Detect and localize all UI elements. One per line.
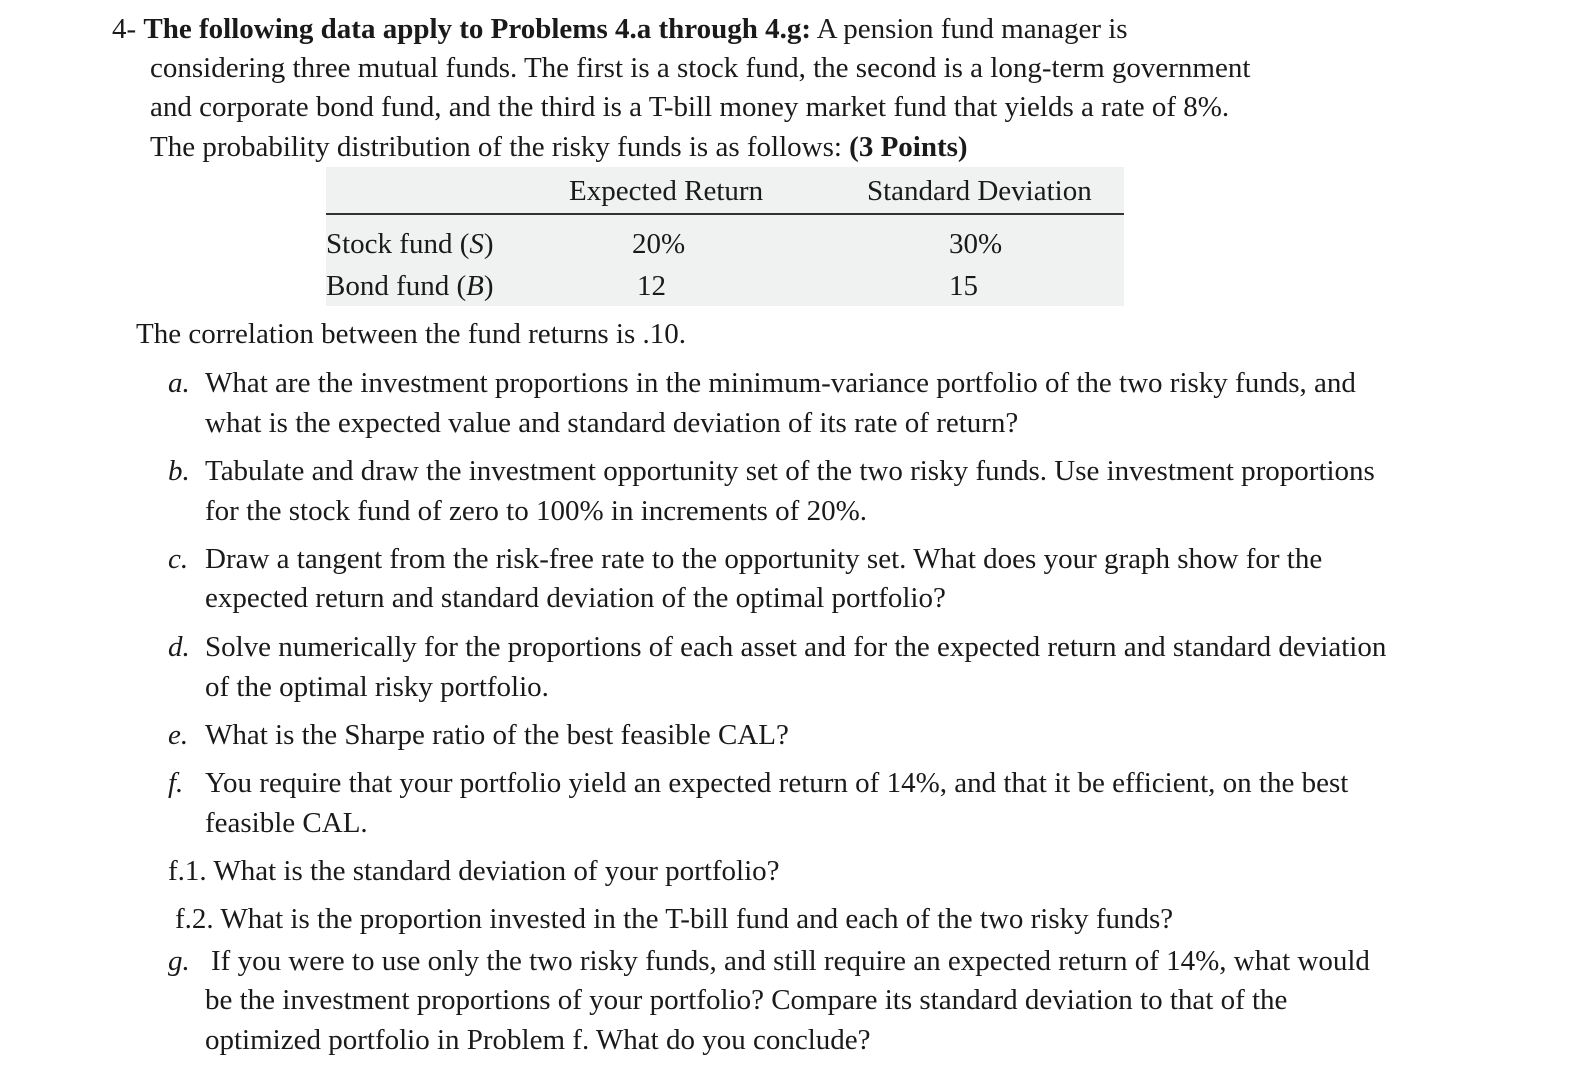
question-c-line-2: expected return and standard deviation of the optimal portfolio? — [205, 582, 946, 614]
problem-intro-bold: The following data apply to Problems 4.a through 4.g: — [143, 13, 812, 45]
question-g-line-2: be the investment proportions of your portfolio? Compare its standard deviation to that of the — [205, 984, 1288, 1016]
row-stock-std-dev: 30% — [949, 228, 1003, 260]
row-stock-label — [326, 224, 494, 264]
header-expected-return: Expected Return — [569, 175, 764, 207]
points-label: (3 Points) — [849, 131, 968, 163]
question-f-line-1: You require that your portfolio yield an expected return of 14%, and that it be efficient, on the best — [205, 767, 1349, 799]
question-f-line-2: feasible CAL. — [205, 807, 368, 839]
fund-data-table — [326, 167, 1124, 306]
question-a-line-1: What are the investment proportions in the minimum-variance portfolio of the two risky funds, and — [205, 367, 1356, 399]
problem-intro-line-3: and corporate bond fund, and the third is a T-bill money market fund that yields a rate of 8%. — [150, 91, 1230, 123]
question-b-line-1: Tabulate and draw the investment opportunity set of the two risky funds. Use investment proportions — [205, 455, 1375, 487]
question-g-letter: g. — [168, 945, 190, 977]
row-stock-label-text: Stock fund ( — [326, 228, 470, 260]
question-d-line-2: of the optimal risky portfolio. — [205, 671, 549, 703]
question-b-letter: b. — [168, 455, 190, 487]
question-c-letter: c. — [168, 543, 189, 575]
question-f1: f.1. What is the standard deviation of your portfolio? — [168, 855, 780, 887]
question-b-line-2: for the stock fund of zero to 100% in increments of 20%. — [205, 495, 867, 527]
correlation-text: The correlation between the fund returns is .10. — [136, 318, 687, 350]
row-bond-expected-return: 12 — [637, 270, 666, 302]
row-bond-std-dev: 15 — [949, 270, 978, 302]
question-c-line-1: Draw a tangent from the risk-free rate to the opportunity set. What does your graph show for the — [205, 543, 1323, 575]
question-d-letter: d. — [168, 631, 190, 663]
question-a-letter: a. — [168, 367, 190, 399]
question-g-line-1: If you were to use only the two risky funds, and still require an expected return of 14%, what would — [211, 945, 1370, 977]
problem-intro-line-4-text: The probability distribution of the risky funds is as follows: — [150, 131, 850, 163]
row-bond-symbol: B — [466, 270, 484, 302]
question-f2: f.2. What is the proportion invested in the T-bill fund and each of the two risky funds? — [175, 903, 1174, 935]
question-f-letter: f. — [168, 767, 184, 799]
problem-number: 4- — [112, 13, 137, 45]
question-g-line-3: optimized portfolio in Problem f. What do you conclude? — [205, 1024, 871, 1056]
header-standard-deviation: Standard Deviation — [867, 175, 1092, 207]
problem-intro-line-4 — [150, 127, 968, 167]
question-e-letter: e. — [168, 719, 189, 751]
table-header-row — [326, 167, 1124, 215]
row-bond-label-text: Bond fund ( — [326, 270, 467, 302]
question-e-line-1: What is the Sharpe ratio of the best feasible CAL? — [205, 719, 789, 751]
row-bond-label — [326, 266, 494, 306]
row-stock-label-end: ) — [483, 228, 494, 260]
problem-intro-rest: A pension fund manager is — [811, 13, 1128, 45]
question-d-line-1: Solve numerically for the proportions of each asset and for the expected return and standard deviation — [205, 631, 1387, 663]
problem-intro-line-2: considering three mutual funds. The first is a stock fund, the second is a long-term government — [150, 52, 1251, 84]
row-stock-expected-return: 20% — [632, 228, 686, 260]
problem-intro-line-1 — [112, 9, 1128, 49]
row-bond-label-end: ) — [483, 270, 494, 302]
question-a-line-2: what is the expected value and standard deviation of its rate of return? — [205, 407, 1019, 439]
row-stock-symbol: S — [469, 228, 484, 260]
